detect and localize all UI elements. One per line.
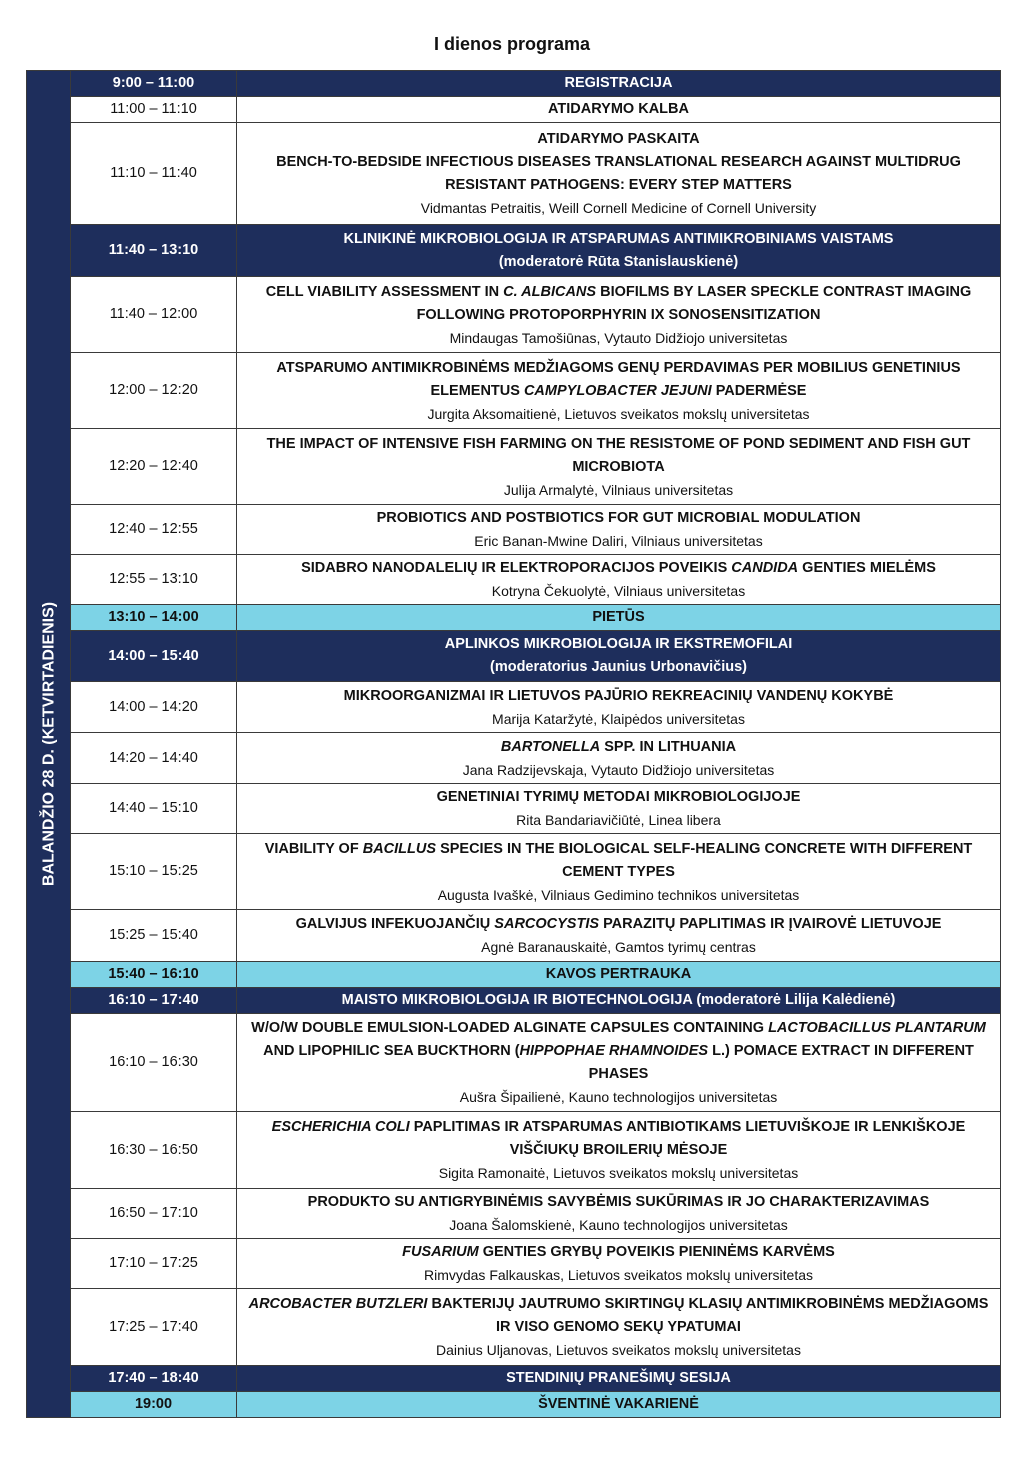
content-cell	[237, 682, 1001, 733]
time-cell: 17:40 – 18:40	[71, 1366, 237, 1392]
talk-title: GENETINIAI TYRIMŲ METODAI MIKROBIOLOGIJOJE	[436, 789, 801, 805]
time-cell: 16:10 – 16:30	[71, 1014, 237, 1112]
time-cell: 16:30 – 16:50	[71, 1112, 237, 1189]
content-cell	[237, 1189, 1001, 1239]
talk-row	[27, 123, 1001, 225]
talk-author: Rimvydas Falkauskas, Lietuvos sveikatos mokslų universitetas	[423, 1267, 814, 1283]
talk-title: THE IMPACT OF INTENSIVE FISH FARMING ON THE RESISTOME OF POND SEDIMENT AND FISH GUT MICROBIOTA	[266, 435, 971, 475]
talk-row	[27, 1189, 1001, 1239]
talk-title-part: SPP. IN LITHUANIA	[600, 738, 737, 755]
talk-title	[243, 357, 994, 403]
content-cell	[237, 277, 1001, 353]
content-cell	[237, 910, 1001, 962]
session-title: KLINIKINĖ MIKROBIOLOGIJA IR ATSPARUMAS ANTIMIKROBINIAMS VAISTAMS	[343, 230, 894, 247]
species-name: SARCOCYSTIS	[494, 916, 600, 932]
session-title: APLINKOS MIKROBIOLOGIJA IR EKSTREMOFILAI	[444, 636, 793, 652]
talk-title	[243, 1293, 994, 1339]
time-cell: 14:20 – 14:40	[71, 733, 237, 784]
talk-row	[27, 505, 1001, 555]
content-cell	[237, 429, 1001, 505]
time-cell: 19:00	[71, 1392, 237, 1418]
talk-title-part: BIOFILMS BY LASER SPECKLE CONTRAST IMAGING FOLLOWING PROTOPORPHYRIN IX SONOSENSITIZATION	[416, 283, 972, 323]
talk-title: BENCH-TO-BEDSIDE INFECTIOUS DISEASES TRANSLATIONAL RESEARCH AGAINST MULTIDRUG RESISTANT PATHOGENS: EVERY STEP MATTERS	[276, 154, 961, 193]
talk-row	[27, 429, 1001, 505]
time-cell: 11:40 – 13:10	[71, 225, 237, 277]
time-cell: 14:00 – 14:20	[71, 682, 237, 733]
talk-author: Jana Radzijevskaja, Vytauto Didžiojo universitetas	[462, 761, 775, 778]
talk-row	[27, 97, 1001, 123]
time-cell: 12:20 – 12:40	[71, 429, 237, 505]
session-title: PIETŪS	[592, 609, 645, 625]
species-name: HIPPOPHAE RHAMNOIDES	[519, 1043, 709, 1059]
content-cell	[237, 225, 1001, 277]
species-name: BACILLUS	[362, 840, 437, 857]
content-cell	[237, 605, 1001, 631]
time-cell: 15:25 – 15:40	[71, 910, 237, 962]
talk-row	[27, 555, 1001, 605]
species-name: BARTONELLA	[500, 738, 601, 755]
talk-title	[243, 557, 994, 580]
talk-title-part: SIDABRO NANODALELIŲ IR ELEKTROPORACIJOS POVEIKIS	[301, 560, 732, 576]
talk-title-part: CELL VIABILITY ASSESSMENT IN	[265, 283, 504, 300]
time-cell: 17:10 – 17:25	[71, 1239, 237, 1289]
talk-row	[27, 733, 1001, 784]
talk-title: MIKROORGANIZMAI IR LIETUVOS PAJŪRIO REKREACINIŲ VANDENŲ KOKYBĖ	[343, 687, 894, 704]
session-title: REGISTRACIJA	[564, 75, 673, 91]
time-cell: 12:00 – 12:20	[71, 353, 237, 429]
talk-type-label: ATIDARYMO PASKAITA	[537, 131, 700, 147]
day-label: BALANDŽIO 28 D. (KETVIRTADIENIS)	[40, 601, 57, 887]
session-title: KAVOS PERTRAUKA	[545, 966, 692, 982]
talk-row	[27, 1289, 1001, 1366]
talk-row	[27, 277, 1001, 353]
session-moderator: (moderatorius Jaunius Urbonavičius)	[489, 659, 748, 675]
talk-author: Joana Šalomskienė, Kauno technologijos universitetas	[449, 1217, 788, 1233]
time-cell: 16:10 – 17:40	[71, 988, 237, 1014]
content-cell	[237, 71, 1001, 97]
talk-author: Kotryna Čekuolytė, Vilniaus universitetas	[491, 583, 746, 599]
session-moderator: (moderatorė Rūta Stanislauskienė)	[498, 253, 739, 270]
session-header-row	[27, 988, 1001, 1014]
talk-title-part: ATSPARUMO ANTIMIKROBINĖMS MEDŽIAGOMS GENŲ PERDAVIMAS PER MOBILIUS GENETINIUS ELEMENTUS	[276, 359, 961, 399]
talk-author: Sigita Ramonaitė, Lietuvos sveikatos mokslų universitetas	[438, 1165, 799, 1181]
time-cell: 12:40 – 12:55	[71, 505, 237, 555]
session-header-row	[27, 1366, 1001, 1392]
time-cell: 11:10 – 11:40	[71, 123, 237, 225]
talk-row	[27, 834, 1001, 910]
content-cell	[237, 988, 1001, 1014]
talk-title-part: PAPLITIMAS IR ATSPARUMAS ANTIBIOTIKAMS LIETUVIŠKOJE IR LENKIŠKOJE VIŠČIUKŲ BROILERIŲ MĖSOJE	[409, 1119, 966, 1158]
content-cell	[237, 1014, 1001, 1112]
talk-title	[243, 838, 994, 884]
talk-title	[243, 1241, 994, 1264]
talk-author: Augusta Ivaškė, Vilniaus Gedimino technikos universitetas	[437, 886, 800, 903]
talk-title-part: SPECIES IN THE BIOLOGICAL SELF-HEALING CONCRETE WITH DIFFERENT CEMENT TYPES	[436, 840, 973, 880]
content-cell	[237, 1392, 1001, 1418]
talk-title-part: AND LIPOPHILIC SEA BUCKTHORN (	[263, 1043, 520, 1059]
time-cell: 9:00 – 11:00	[71, 71, 237, 97]
talk-author: Eric Banan-Mwine Daliri, Vilniaus universitetas	[474, 533, 763, 549]
session-header-row	[27, 225, 1001, 277]
schedule-table	[26, 70, 1001, 1418]
day-column	[27, 71, 71, 1418]
time-cell: 14:00 – 15:40	[71, 631, 237, 682]
session-title: STENDINIŲ PRANEŠIMŲ SESIJA	[506, 1370, 731, 1386]
time-cell: 11:00 – 11:10	[71, 97, 237, 123]
species-name: C. ALBICANS	[503, 283, 597, 300]
talk-row	[27, 682, 1001, 733]
talk-row	[27, 1014, 1001, 1112]
content-cell	[237, 505, 1001, 555]
talk-title-part: VIABILITY OF	[264, 840, 363, 857]
talk-author: Marija Kataržytė, Klaipėdos universitetas	[492, 710, 745, 727]
species-name: FUSARIUM	[402, 1244, 479, 1260]
species-name: ARCOBACTER BUTZLERI	[248, 1296, 428, 1312]
time-cell: 14:40 – 15:10	[71, 784, 237, 834]
talk-title-part: L.) POMACE EXTRACT IN DIFFERENT PHASES	[588, 1043, 974, 1082]
species-name: ESCHERICHIA COLI	[271, 1119, 410, 1135]
talk-title-part: GENTIES MIELĖMS	[798, 560, 936, 576]
content-cell	[237, 784, 1001, 834]
time-cell: 13:10 – 14:00	[71, 605, 237, 631]
content-cell	[237, 1112, 1001, 1189]
talk-title: PRODUKTO SU ANTIGRYBINĖMIS SAVYBĖMIS SUKŪRIMAS IR JO CHARAKTERIZAVIMAS	[307, 1194, 930, 1210]
page-title: I dienos programa	[433, 34, 591, 54]
content-cell	[237, 1239, 1001, 1289]
content-cell	[237, 631, 1001, 682]
content-cell	[237, 123, 1001, 225]
time-cell: 16:50 – 17:10	[71, 1189, 237, 1239]
time-cell: 15:10 – 15:25	[71, 834, 237, 910]
session-title: MAISTO MIKROBIOLOGIJA IR BIOTECHNOLOGIJA (moderatorė Lilija Kalėdienė)	[341, 992, 896, 1008]
species-name: CAMPYLOBACTER JEJUNI	[523, 382, 712, 399]
talk-author: Julija Armalytė, Vilniaus universitetas	[503, 481, 734, 498]
talk-title	[243, 1116, 994, 1162]
talk-row	[27, 1239, 1001, 1289]
break-row	[27, 605, 1001, 631]
talk-title: ATIDARYMO KALBA	[548, 101, 689, 117]
content-cell	[237, 555, 1001, 605]
talk-row	[27, 1112, 1001, 1189]
talk-title-part: PADERMĖSE	[711, 382, 807, 399]
talk-row	[27, 353, 1001, 429]
talk-author: Mindaugas Tamošiūnas, Vytauto Didžiojo universitetas	[449, 329, 788, 346]
time-cell: 12:55 – 13:10	[71, 555, 237, 605]
time-cell: 11:40 – 12:00	[71, 277, 237, 353]
talk-author: Rita Bandariavičiūtė, Linea libera	[516, 812, 721, 828]
talk-title	[243, 1017, 994, 1086]
session-title: ŠVENTINĖ VAKARIENĖ	[538, 1396, 699, 1412]
talk-title-part: BAKTERIJŲ JAUTRUMO SKIRTINGŲ KLASIŲ ANTIMIKROBINĖMS MEDŽIAGOMS IR VISO GENOMO SEKŲ YPATUMAI	[427, 1296, 989, 1335]
species-name: CANDIDA	[731, 560, 799, 576]
content-cell	[237, 1289, 1001, 1366]
talk-title-part: GENTIES GRYBŲ POVEIKIS PIENINĖMS KARVĖMS	[478, 1244, 835, 1260]
talk-title-part: W/O/W DOUBLE EMULSION-LOADED ALGINATE CAPSULES CONTAINING	[251, 1020, 769, 1036]
talk-row	[27, 910, 1001, 962]
break-row	[27, 1392, 1001, 1418]
talk-author: Agnė Baranauskaitė, Gamtos tyrimų centras	[481, 939, 756, 955]
content-cell	[237, 1366, 1001, 1392]
talk-author: Vidmantas Petraitis, Weill Cornell Medicine of Cornell University	[420, 200, 817, 216]
talk-title: PROBIOTICS AND POSTBIOTICS FOR GUT MICROBIAL MODULATION	[376, 510, 861, 526]
content-cell	[237, 353, 1001, 429]
break-row	[27, 962, 1001, 988]
species-name: LACTOBACILLUS PLANTARUM	[768, 1020, 986, 1036]
talk-row	[27, 784, 1001, 834]
talk-title	[243, 736, 994, 759]
time-cell: 17:25 – 17:40	[71, 1289, 237, 1366]
time-cell: 15:40 – 16:10	[71, 962, 237, 988]
talk-author: Aušra Šipailienė, Kauno technologijos universitetas	[459, 1089, 778, 1105]
content-cell	[237, 834, 1001, 910]
talk-title	[243, 281, 994, 327]
talk-title-part: GALVIJUS INFEKUOJANČIŲ	[295, 916, 495, 932]
session-header-row	[27, 631, 1001, 682]
talk-author: Dainius Uljanovas, Lietuvos sveikatos mokslų universitetas	[436, 1342, 801, 1358]
content-cell	[237, 733, 1001, 784]
talk-title	[243, 913, 994, 936]
content-cell	[237, 962, 1001, 988]
session-header-row	[27, 71, 1001, 97]
content-cell	[237, 97, 1001, 123]
talk-author: Jurgita Aksomaitienė, Lietuvos sveikatos mokslų universitetas	[427, 405, 810, 422]
talk-title-part: PARAZITŲ PAPLITIMAS IR ĮVAIROVĖ LIETUVOJE	[599, 916, 942, 932]
